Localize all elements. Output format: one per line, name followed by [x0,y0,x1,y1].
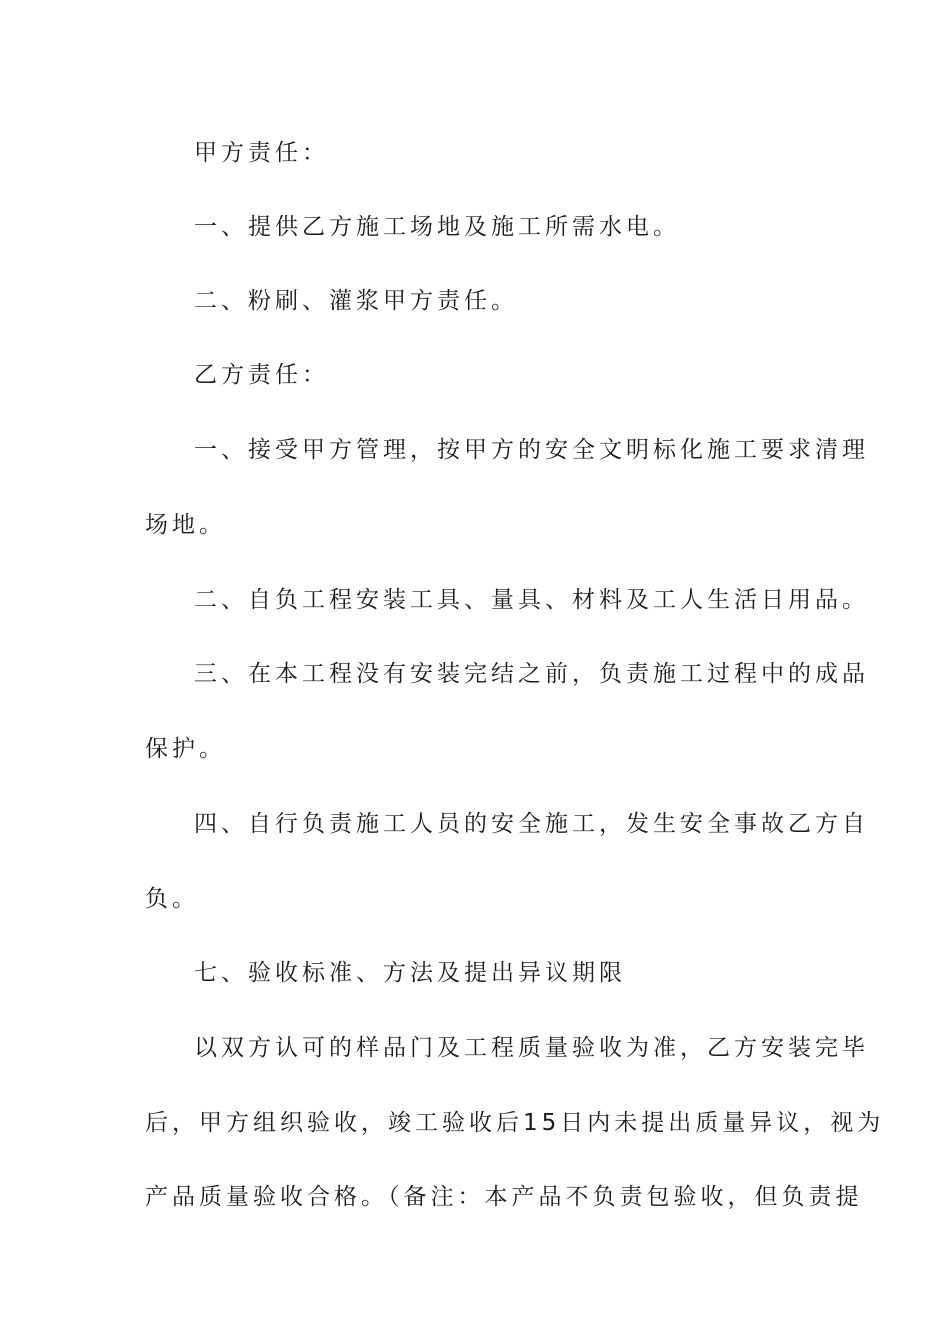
paragraph-line: 一、接受甲方管理，按甲方的安全文明标化施工要求清理 [194,437,869,463]
paragraph-line: 三、在本工程没有安装完结之前，负责施工过程中的成品 [194,661,869,687]
section-heading-party-a: 甲方责任： [194,140,329,166]
paragraph-line: 以双方认可的样品门及工程质量验收为准，乙方安装完毕 [194,1035,869,1061]
paragraph-line: 负。 [145,886,199,912]
paragraph-line: 二、自负工程安装工具、量具、材料及工人生活日用品。 [194,587,869,613]
paragraph-line: 四、自行负责施工人员的安全施工，发生安全事故乙方自 [194,811,869,837]
paragraph-line: 后，甲方组织验收，竣工验收后15日内未提出质量异议，视为 [145,1110,885,1136]
paragraph-line: 一、提供乙方施工场地及施工所需水电。 [194,214,680,240]
paragraph-line: 产品质量验收合格。（备注：本产品不负责包验收，但负责提 [145,1184,863,1210]
paragraph-line: 二、粉刷、灌浆甲方责任。 [194,288,518,314]
paragraph-line: 场地。 [145,512,226,538]
section-heading-acceptance: 七、验收标准、方法及提出异议期限 [194,960,626,986]
section-heading-party-b: 乙方责任： [194,362,329,388]
paragraph-line: 保护。 [145,736,226,762]
